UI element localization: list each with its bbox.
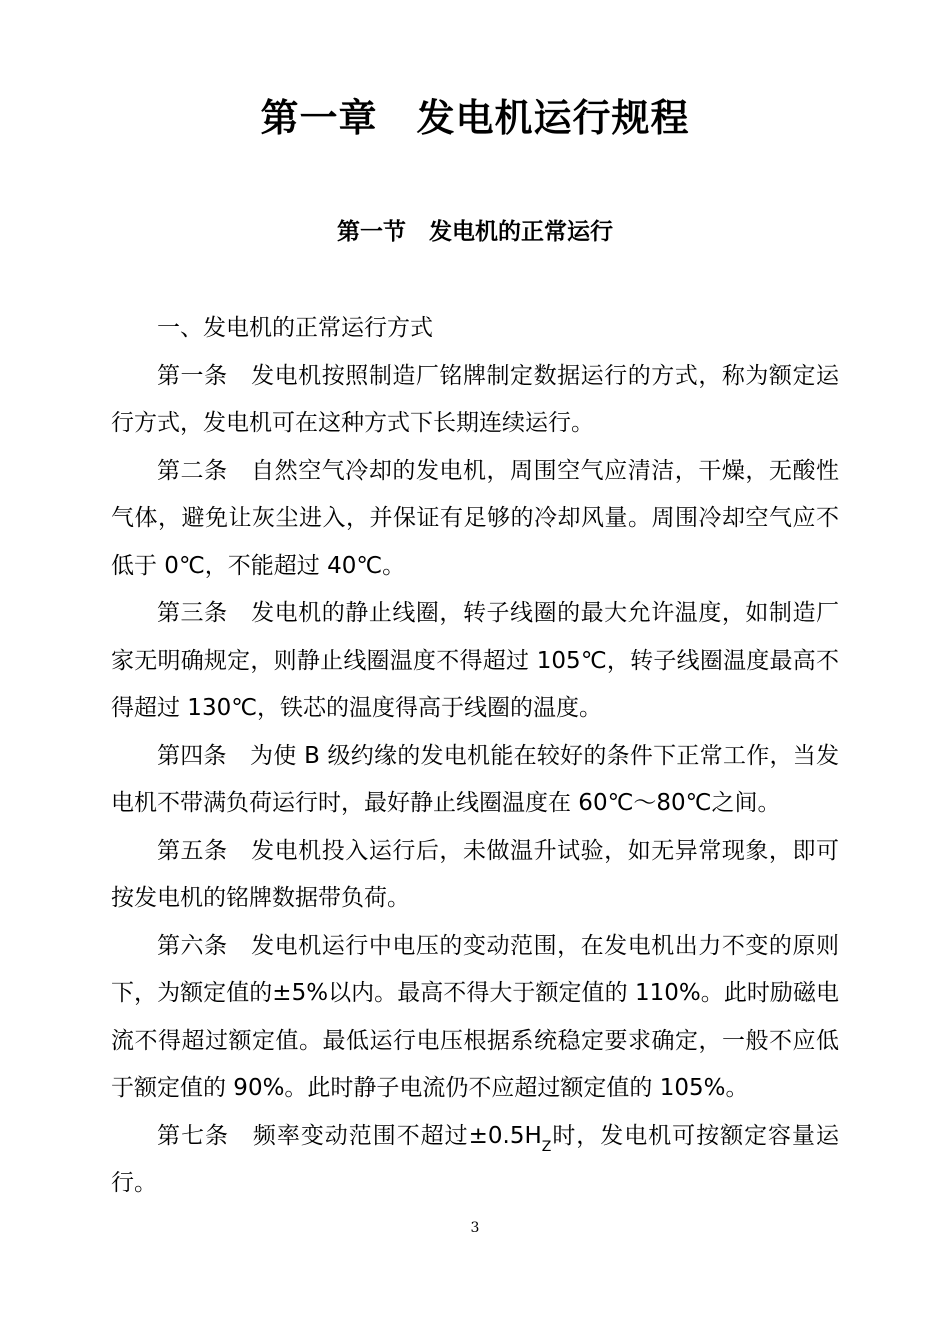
frequency-unit-subscript: Z xyxy=(541,1138,552,1155)
article-5: 第五条 发电机投入运行后，未做温升试验，如无异常现象，即可按发电机的铭牌数据带负荷。 xyxy=(111,837,839,911)
article-7-text-after: 时，发电机可按额定容量运行。 xyxy=(111,1122,839,1196)
article-1: 第一条 发电机按照制造厂铭牌制定数据运行的方式，称为额定运行方式，发电机可在这种方式下长期连续运行。 xyxy=(111,362,839,436)
subsection-heading: 一、发电机的正常运行方式 xyxy=(157,315,433,341)
article-7-text-before: 第七条 频率变动范围不超过±0.5H xyxy=(157,1122,542,1149)
section-title: 第一节 发电机的正常运行 xyxy=(337,219,613,245)
article-7 xyxy=(111,1113,839,1208)
article-2: 第二条 自然空气冷却的发电机，周围空气应清洁，干燥，无酸性气体，避免让灰尘进入，并保证有足够的冷却风量。周围冷却空气应不低于 0℃，不能超过 40℃。 xyxy=(111,457,839,579)
body-text xyxy=(111,305,839,1208)
article-6: 第六条 发电机运行中电压的变动范围，在发电机出力不变的原则下，为额定值的±5%以内。最高不得大于额定值的 110%。此时励磁电流不得超过额定值。最低运行电压根据系统稳定要求确定，一般不应低于额定值的 90%。此时静子电流仍不应超过额定值的 105%。 xyxy=(111,932,839,1101)
article-4: 第四条 为使 B 级约缘的发电机能在较好的条件下正常工作，当发电机不带满负荷运行时，最好静止线圈温度在 60℃～80℃之间。 xyxy=(111,742,839,816)
chapter-title: 第一章 发电机运行规程 xyxy=(260,96,690,140)
article-3: 第三条 发电机的静止线圈，转子线圈的最大允许温度，如制造厂家无明确规定，则静止线圈温度不得超过 105℃，转子线圈温度最高不得超过 130℃，铁芯的温度得高于线圈的温度。 xyxy=(111,600,839,721)
page-number: 3 xyxy=(470,1220,480,1236)
